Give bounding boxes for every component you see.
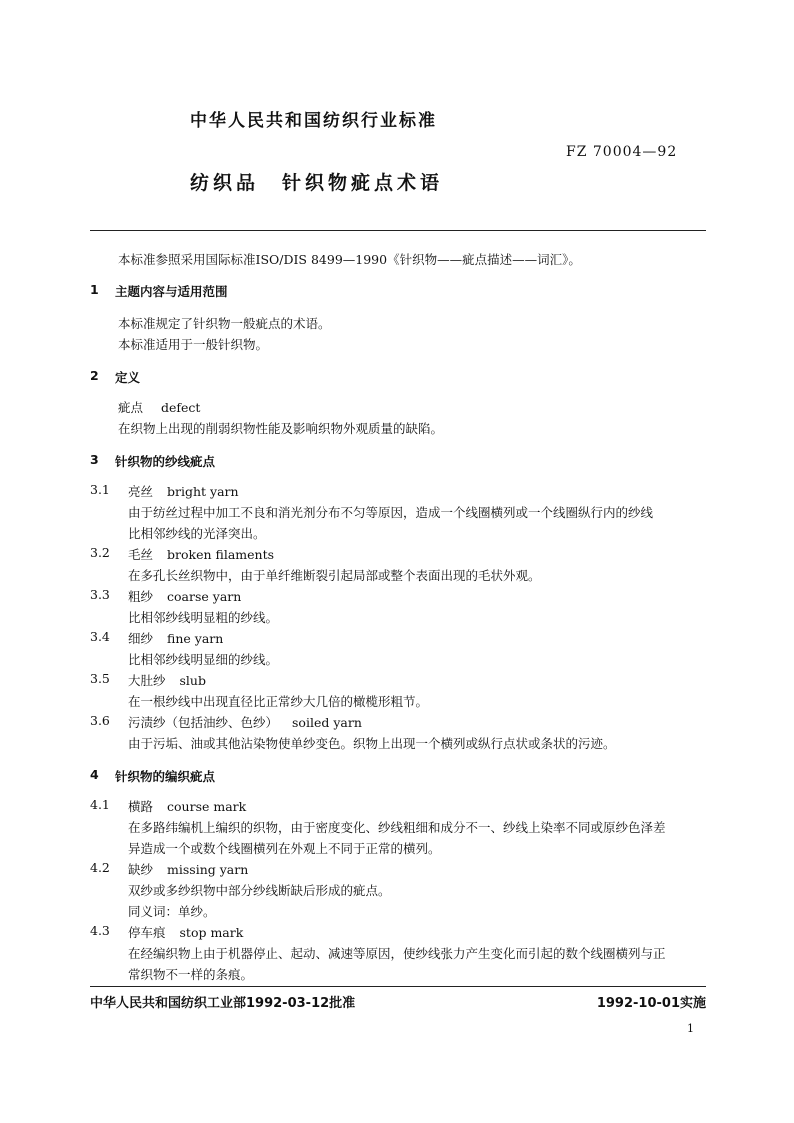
term-chinese: 细纱 bbox=[128, 631, 154, 646]
item-4-3-line-2: 常织物不一样的条痕。 bbox=[128, 967, 254, 982]
standard-code: FZ 70004—92 bbox=[566, 144, 678, 160]
item-3-5-line-1: 在一根纱线中出现直径比正常纱大几倍的橄榄形粗节。 bbox=[128, 694, 429, 709]
term-chinese: 污渍纱（包括油纱、色纱） bbox=[128, 715, 279, 730]
item-3-3-number: 3.3 bbox=[90, 587, 110, 602]
item-3-5-term bbox=[128, 671, 206, 689]
term-english: missing yarn bbox=[167, 862, 249, 877]
header-divider bbox=[90, 230, 706, 231]
item-3-1-number: 3.1 bbox=[90, 482, 110, 497]
term-english: coarse yarn bbox=[167, 589, 242, 604]
term-english: fine yarn bbox=[167, 631, 224, 646]
item-3-4-number: 3.4 bbox=[90, 629, 110, 644]
item-3-1-line-2: 比相邻纱线的光泽突出。 bbox=[128, 526, 266, 541]
item-4-2-line-1: 双纱或多纱织物中部分纱线断缺后形成的疵点。 bbox=[128, 883, 391, 898]
section-4-heading: 针织物的编织疵点 bbox=[115, 769, 216, 784]
section-2-para-1: 在织物上出现的削弱织物性能及影响织物外观质量的缺陷。 bbox=[118, 421, 444, 436]
approval-line: 中华人民共和国纺织工业部1992-03-12批准 bbox=[90, 996, 356, 1011]
item-3-3-line-1: 比相邻纱线明显粗的纱线。 bbox=[128, 610, 279, 625]
item-4-1-line-1: 在多路纬编机上编织的织物，由于密度变化、纱线粗细和成分不一、纱线上染率不同或原纱色泽差 bbox=[128, 820, 666, 835]
item-4-2-line-2: 同义词：单纱。 bbox=[128, 904, 216, 919]
term-english: course mark bbox=[167, 799, 247, 814]
item-3-1-line-1: 由于纺丝过程中加工不良和消光剂分布不匀等原因，造成一个线圈横列或一个线圈纵行内的纱线 bbox=[128, 505, 654, 520]
item-3-6-term bbox=[128, 713, 362, 731]
item-3-2-number: 3.2 bbox=[90, 545, 110, 560]
term-chinese: 亮丝 bbox=[128, 484, 154, 499]
term-english: bright yarn bbox=[167, 484, 239, 499]
intro-paragraph: 本标准参照采用国际标准ISO/DIS 8499—1990《针织物——疵点描述——词汇》。 bbox=[118, 252, 581, 267]
term-chinese: 停车痕 bbox=[128, 925, 166, 940]
item-4-2-term bbox=[128, 860, 248, 878]
item-4-3-number: 4.3 bbox=[90, 923, 110, 938]
term-english: stop mark bbox=[179, 925, 244, 940]
term-chinese: 缺纱 bbox=[128, 862, 154, 877]
item-3-6-number: 3.6 bbox=[90, 713, 110, 728]
section-1-heading: 主题内容与适用范围 bbox=[115, 284, 228, 299]
section-2-term bbox=[118, 398, 200, 416]
item-3-4-term bbox=[128, 629, 223, 647]
item-3-2-term bbox=[128, 545, 274, 563]
term-chinese: 毛丝 bbox=[128, 547, 154, 562]
item-4-1-term bbox=[128, 797, 246, 815]
term-english: broken filaments bbox=[167, 547, 275, 562]
effective-date: 1992-10-01实施 bbox=[596, 996, 706, 1011]
term-english: defect bbox=[161, 400, 201, 415]
item-3-6-line-1: 由于污垢、油或其他沾染物使单纱变色。织物上出现一个横列或纵行点状或条状的污迹。 bbox=[128, 736, 616, 751]
section-3-heading: 针织物的纱线疵点 bbox=[115, 454, 216, 469]
item-4-3-term bbox=[128, 923, 243, 941]
term-chinese: 疵点 bbox=[118, 400, 144, 415]
section-2-number: 2 bbox=[90, 368, 99, 383]
section-4-number: 4 bbox=[90, 767, 99, 782]
item-4-2-number: 4.2 bbox=[90, 860, 110, 875]
section-3-number: 3 bbox=[90, 452, 99, 467]
footer-divider bbox=[90, 986, 706, 987]
item-3-3-term bbox=[128, 587, 241, 605]
item-4-3-line-1: 在经编织物上由于机器停止、起动、减速等原因，使纱线张力产生变化而引起的数个线圈横列与正 bbox=[128, 946, 666, 961]
page-number: 1 bbox=[687, 1022, 694, 1035]
term-chinese: 横路 bbox=[128, 799, 154, 814]
item-4-1-number: 4.1 bbox=[90, 797, 110, 812]
item-4-1-line-2: 异造成一个或数个线圈横列在外观上不同于正常的横列。 bbox=[128, 841, 441, 856]
section-2-heading: 定义 bbox=[115, 370, 141, 385]
item-3-1-term bbox=[128, 482, 239, 500]
term-chinese: 粗纱 bbox=[128, 589, 154, 604]
section-1-para-1: 本标准规定了针织物一般疵点的术语。 bbox=[118, 316, 331, 331]
section-1-para-2: 本标准适用于一般针织物。 bbox=[118, 337, 269, 352]
term-chinese: 大肚纱 bbox=[128, 673, 166, 688]
term-english: slub bbox=[179, 673, 206, 688]
document-title: 纺织品 针织物疵点术语 bbox=[190, 172, 444, 194]
term-english: soiled yarn bbox=[292, 715, 362, 730]
item-3-5-number: 3.5 bbox=[90, 671, 110, 686]
item-3-2-line-1: 在多孔长丝织物中，由于单纤维断裂引起局部或整个表面出现的毛状外观。 bbox=[128, 568, 541, 583]
issuer-title: 中华人民共和国纺织行业标准 bbox=[190, 111, 437, 131]
item-3-4-line-1: 比相邻纱线明显细的纱线。 bbox=[128, 652, 279, 667]
section-1-number: 1 bbox=[90, 282, 99, 297]
